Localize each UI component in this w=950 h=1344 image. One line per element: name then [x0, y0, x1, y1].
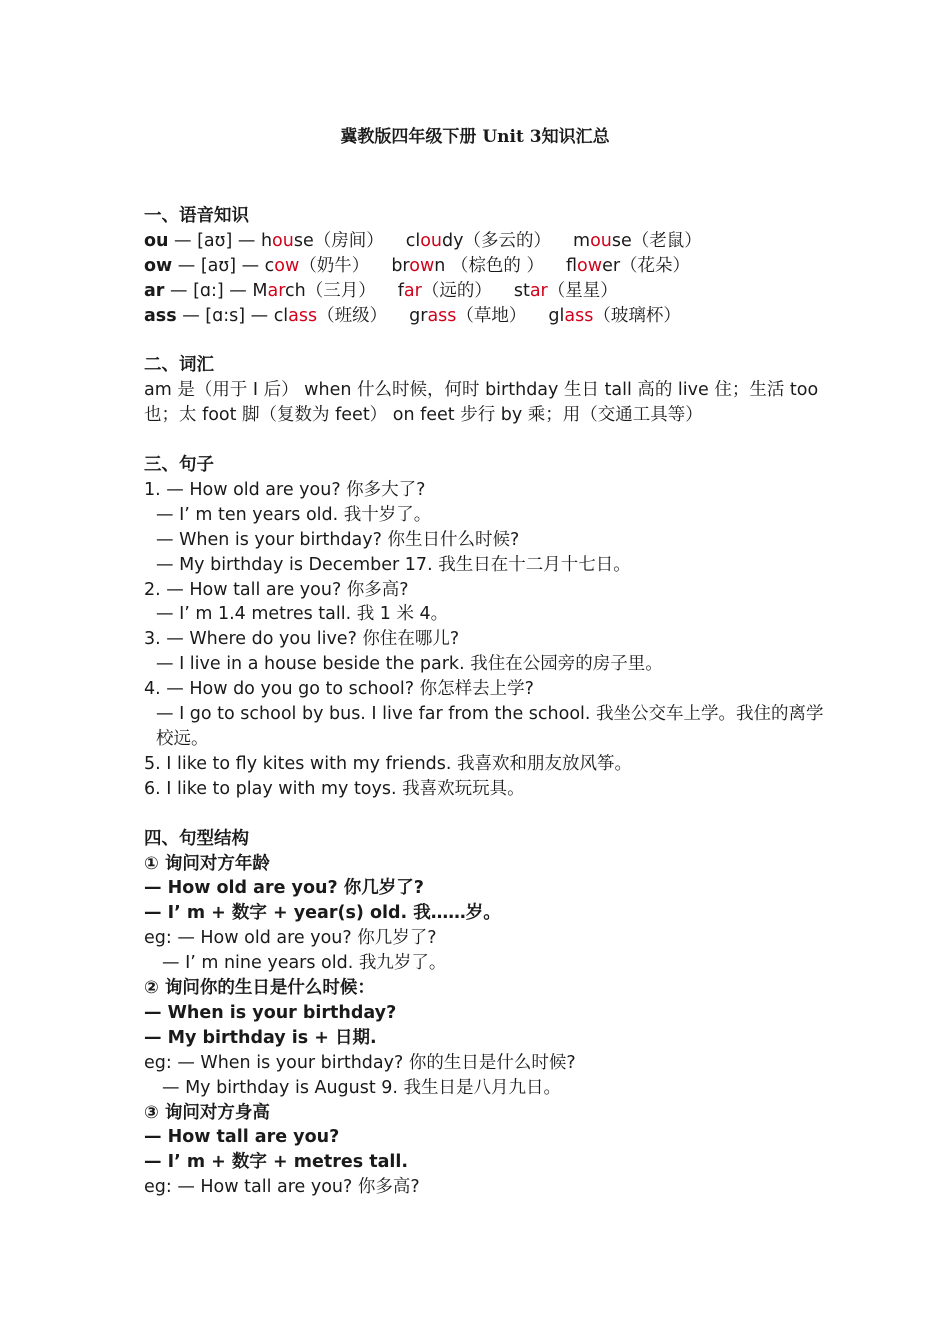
phonics-word: [274, 306, 387, 326]
sentence-line: 1. — How old are you? 你多大了?: [144, 479, 426, 500]
phonics-key: ar: [144, 280, 165, 301]
sentence-line: — I live in a house beside the park. 我住在公园旁的房子里。: [156, 654, 663, 675]
pattern-list: [144, 852, 824, 1201]
sentence-line: — I’ m ten years old. 我十岁了。: [156, 504, 432, 525]
phonics-word-post: n: [434, 255, 446, 276]
pattern-example-line: eg: — How old are you? 你几岁了?: [144, 928, 437, 949]
pattern-structure-line: — How old are you? 你几岁了?: [144, 878, 424, 899]
phonics-row: [144, 304, 824, 329]
section-heading-patterns: 四、句型结构: [144, 828, 249, 849]
phonics-word-cn: （花朵）: [620, 255, 691, 276]
phonics-word-cn: （玻璃杯）: [593, 305, 681, 326]
phonics-word-hi: ass: [564, 305, 594, 326]
phonics-word: [409, 306, 526, 326]
phonics-row: [144, 254, 824, 279]
section-heading-sentences: 三、句子: [144, 455, 214, 476]
phonics-word-pre: st: [513, 280, 530, 301]
phonics-word-cn: （草地）: [456, 305, 527, 326]
phonics-word-hi: ow: [577, 255, 603, 276]
phonics-word-hi: ou: [420, 230, 443, 251]
pattern-structure-line: — When is your birthday?: [144, 1002, 397, 1023]
phonics-row: [144, 229, 824, 254]
phonics-word: [514, 281, 618, 301]
document-title: 冀教版四年级下册 Unit 3知识汇总: [340, 127, 610, 147]
phonics-word: [573, 231, 702, 251]
phonics-word-pre: h: [260, 230, 273, 251]
phonics-word-pre: cl: [405, 230, 421, 251]
phonics-word-hi: ou: [590, 230, 612, 251]
phonics-word-cn: （多云的）: [463, 230, 551, 251]
pattern-example-line: — I’ m nine years old. 我九岁了。: [162, 953, 447, 974]
vocabulary-text: am 是（用于 I 后） when 什么时候，何时 birthday 生日 tall 高的 live 住；生活 too 也；太 foot 脚（复数为 feet） on feet 步行 by 乘；用（交通工具等）: [144, 380, 819, 426]
pattern-example-line: eg: — How tall are you? 你多高?: [144, 1177, 420, 1198]
phonics-word: [406, 231, 551, 251]
pattern-structure-line: — My birthday is + 日期.: [144, 1027, 377, 1048]
pattern-example-line: — My birthday is August 9. 我生日是八月九日。: [162, 1077, 562, 1098]
sentence-line: — When is your birthday? 你生日什么时候?: [156, 529, 520, 550]
phonics-word-pre: M: [252, 280, 268, 301]
phonics-word-pre: gl: [548, 305, 565, 326]
phonics-word-hi: ow: [274, 255, 300, 276]
sentence-line: — I go to school by bus. I live far from the school. 我坐公交车上学。我住的离学校远。: [156, 704, 824, 749]
sentence-line: — I’ m 1.4 metres tall. 我 1 米 4。: [156, 604, 449, 625]
phonics-word-cn: （老鼠）: [631, 230, 702, 251]
phonics-key: ass: [144, 305, 177, 326]
phonics-word-hi: ar: [403, 280, 422, 301]
phonics-key: ow: [144, 255, 173, 276]
phonics-word-hi: ass: [427, 305, 457, 326]
phonics-ipa: — [ɑ:] —: [164, 280, 253, 301]
phonics-word-cn: （星星）: [547, 280, 618, 301]
phonics-word-hi: ou: [272, 230, 294, 251]
sentence-line: 6. I like to play with my toys. 我喜欢玩玩具。: [144, 778, 525, 799]
section-heading-vocabulary: 二、词汇: [144, 355, 214, 376]
phonics-word: [391, 256, 544, 276]
pattern-example-line: eg: — When is your birthday? 你的生日是什么时候?: [144, 1052, 576, 1073]
phonics-word-cn: （远的）: [421, 280, 492, 301]
sentence-list: [144, 478, 824, 802]
phonics-word-pre: c: [264, 255, 275, 276]
phonics-word-pre: m: [573, 230, 591, 251]
phonics-word-hi: ar: [267, 280, 286, 301]
phonics-word-pre: cl: [273, 305, 289, 326]
phonics-word-pre: br: [391, 255, 410, 276]
pattern-structure-line: — How tall are you?: [144, 1127, 340, 1148]
phonics-word-hi: ass: [288, 305, 318, 326]
phonics-word: [548, 306, 680, 326]
section-heading-phonics: 一、语音知识: [144, 206, 249, 226]
phonics-word: [398, 281, 492, 301]
phonics-word-cn: （三月）: [305, 280, 376, 301]
phonics-word-post: dy: [442, 230, 464, 251]
sentence-line: 5. I like to fly kites with my friends. 我喜欢和朋友放风筝。: [144, 753, 633, 774]
phonics-word-pre: fl: [566, 255, 578, 276]
phonics-ipa: — [ɑ:s] —: [176, 305, 274, 326]
sentence-line: 3. — Where do you live? 你住在哪儿?: [144, 629, 460, 650]
pattern-structure-line: ① 询问对方年龄: [144, 853, 270, 874]
pattern-structure-line: — I’ m + 数字 + year(s) old. 我……岁。: [144, 903, 501, 924]
phonics-word-cn: （奶牛）: [299, 255, 370, 276]
phonics-word-pre: f: [397, 280, 404, 301]
phonics-ipa: — [aʊ] —: [168, 230, 261, 251]
pattern-structure-line: ② 询问你的生日是什么时候：: [144, 978, 375, 999]
sentence-line: — My birthday is December 17. 我生日在十二月十七日。: [156, 554, 631, 575]
phonics-word-post: se: [293, 230, 314, 251]
sentence-line: 2. — How tall are you? 你多高?: [144, 579, 409, 600]
phonics-word-post: er: [602, 255, 621, 276]
phonics-word-hi: ow: [409, 255, 435, 276]
phonics-word: [252, 281, 375, 301]
pattern-structure-line: ③ 询问对方身高: [144, 1102, 270, 1123]
phonics-word-pre: gr: [409, 305, 428, 326]
sentence-line: 4. — How do you go to school? 你怎样去上学?: [144, 679, 534, 700]
phonics-word-hi: ar: [529, 280, 548, 301]
phonics-word-cn: （房间）: [313, 230, 384, 251]
phonics-word-cn: （班级）: [317, 305, 388, 326]
phonics-key: ou: [144, 230, 169, 251]
document-page: [144, 120, 824, 1200]
phonics-ipa: — [aʊ] —: [172, 255, 265, 276]
phonics-row: [144, 279, 824, 304]
phonics-word: [265, 256, 370, 276]
phonics-list: [144, 229, 824, 329]
phonics-word: [566, 256, 690, 276]
pattern-structure-line: — I’ m + 数字 + metres tall.: [144, 1152, 409, 1173]
phonics-word-post: se: [611, 230, 632, 251]
phonics-word-cn: （棕色的 ）: [445, 255, 544, 276]
phonics-word: [261, 231, 384, 251]
phonics-word-post: ch: [285, 280, 306, 301]
